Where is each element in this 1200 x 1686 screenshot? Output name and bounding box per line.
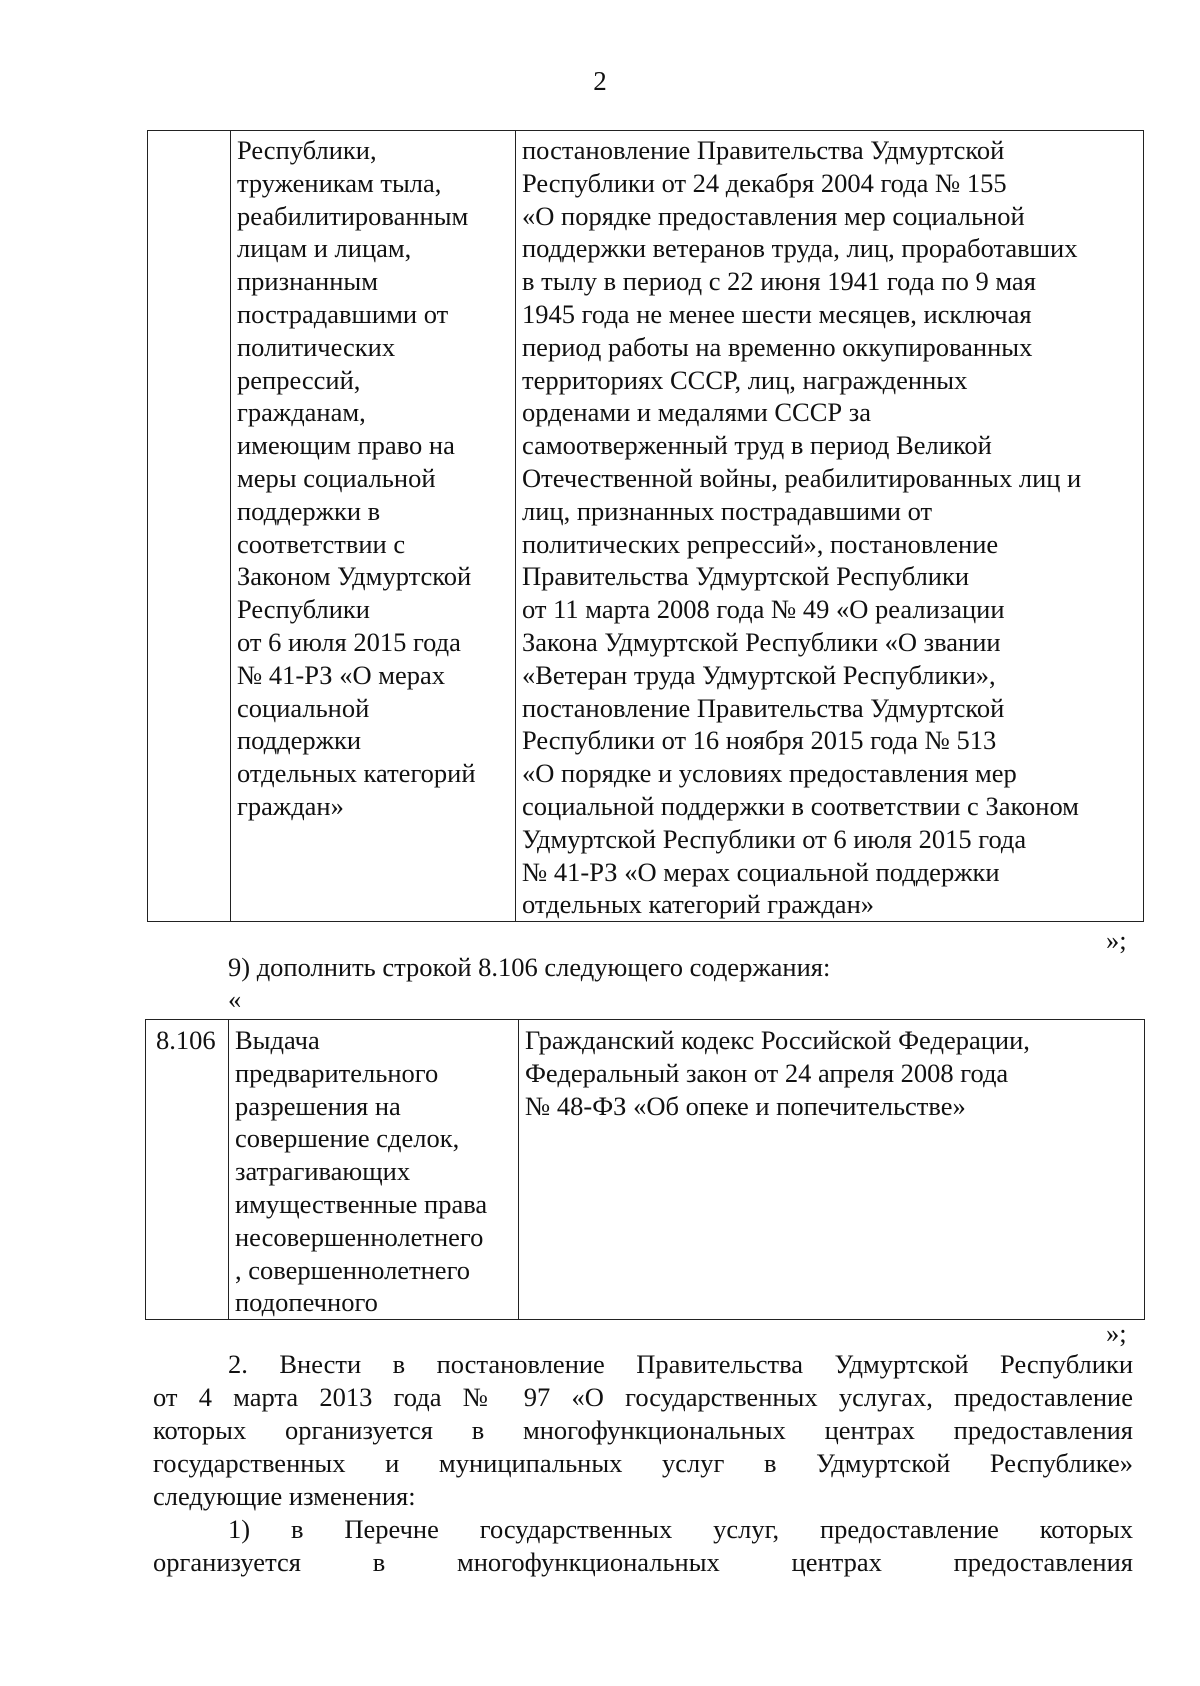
cell-text-line: политических репрессий», постановление (522, 528, 999, 559)
cell-text-line: постановление Правительства Удмуртской (522, 692, 1005, 723)
cell-text-line: Отечественной войны, реабилитированных лиц и (522, 462, 1082, 493)
paragraph-2-line: следующие изменения: (153, 1481, 416, 1511)
closing-quote: »; (1106, 1318, 1127, 1348)
cell-text-line: в тылу в период с 22 июня 1941 года по 9 мая (522, 266, 1036, 297)
cell-text-line: меры социальной (237, 462, 436, 493)
cell-text-line: отдельных категорий граждан» (522, 889, 875, 920)
service-name-cell (231, 131, 516, 922)
paragraph-2-line: которых организуется в многофункциональных центрах предоставления (153, 1415, 1133, 1445)
cell-text-line: Республики от 24 декабря 2004 года № 155 (522, 167, 1007, 198)
row-number-cell (148, 131, 231, 922)
cell-text-line: репрессий, (237, 364, 361, 395)
paragraph-2-line: от 4 марта 2013 года № 97 «О государственных услугах, предоставление (153, 1382, 1133, 1412)
cell-text-line: Правительства Удмуртской Республики (522, 561, 970, 592)
cell-text-line: гражданам, (237, 397, 366, 428)
closing-quote: »; (1106, 925, 1127, 955)
cell-text-line: затрагивающих (235, 1156, 411, 1187)
legal-basis-cell (516, 131, 1144, 922)
service-name-cell (229, 1020, 519, 1320)
cell-text-line: социальной поддержки в соответствии с Законом (522, 790, 1079, 821)
row-number-cell: 8.106 (146, 1020, 229, 1320)
cell-text-line: Гражданский кодекс Российской Федерации, (525, 1025, 1030, 1055)
cell-text-line: пострадавшими от (237, 298, 449, 329)
cell-text-line: Республики, (237, 135, 377, 165)
cell-text-line: труженикам тыла, (237, 167, 442, 198)
cell-text-line: поддержки в (237, 495, 381, 526)
cell-text-line: № 41-РЗ «О мерах социальной поддержки (522, 856, 1000, 887)
paragraph-2-line: государственных и муниципальных услуг в Удмуртской Республике» (153, 1448, 1133, 1478)
cell-text-line: постановление Правительства Удмуртской (522, 135, 1005, 165)
cell-text-line: 1945 года не менее шести месяцев, исключая (522, 298, 1032, 329)
cell-text-line: поддержки (237, 725, 362, 756)
cell-text-line: № 41-РЗ «О мерах (237, 659, 446, 690)
cell-text-line: имущественные права (235, 1188, 488, 1219)
cell-text-line: реабилитированным (237, 200, 469, 231)
cell-text-line: подопечного (235, 1287, 378, 1318)
cell-text-line: «О порядке предоставления мер социальной (522, 200, 1025, 231)
cell-text-line: лицам и лицам, (237, 233, 412, 264)
cell-text-line: Закона Удмуртской Республики «О звании (522, 626, 1001, 657)
cell-text-line: Республики (237, 594, 370, 625)
cell-text-line: признанным (237, 266, 378, 297)
cell-text-line: несовершеннолетнего (235, 1221, 484, 1252)
cell-text-line: орденами и медалями СССР за (522, 397, 871, 428)
cell-text-line: лиц, признанных пострадавшими от (522, 495, 933, 526)
cell-text-line: Законом Удмуртской (237, 561, 472, 592)
cell-text-line: , совершеннолетнего (235, 1254, 471, 1285)
cell-text-line: соответствии с (237, 528, 406, 559)
cell-text-line: Федеральный закон от 24 апреля 2008 года (525, 1057, 1009, 1088)
cell-text-line: «Ветеран труда Удмуртской Республики», (522, 659, 996, 690)
cell-text-line: «О порядке и условиях предоставления мер (522, 758, 1017, 789)
cell-text-line: самоотверженный труд в период Великой (522, 430, 992, 461)
cell-text-line: период работы на временно оккупированных (522, 331, 1033, 362)
cell-text-line: Выдача (235, 1025, 320, 1055)
cell-text-line: территориях СССР, лиц, награжденных (522, 364, 968, 395)
cell-text-line: Республики от 16 ноября 2015 года № 513 (522, 725, 997, 756)
cell-text-line: совершение сделок, (235, 1123, 460, 1154)
cell-text-line: от 11 марта 2008 года № 49 «О реализации (522, 594, 1005, 625)
paragraph-2-line: 2. Внести в постановление Правительства Удмуртской Республики (228, 1349, 1133, 1379)
cell-text-line: № 48-ФЗ «Об опеке и попечительстве» (525, 1090, 966, 1121)
legal-basis-cell (519, 1020, 1145, 1320)
cell-text-line: от 6 июля 2015 года (237, 626, 461, 657)
cell-text-line: предварительного (235, 1057, 439, 1088)
item-1-line: 1) в Перечне государственных услуг, предоставление которых (228, 1514, 1133, 1544)
item-9-text: 9) дополнить строкой 8.106 следующего содержания: (228, 952, 831, 982)
cell-text-line: имеющим право на (237, 430, 455, 461)
cell-text-line: разрешения на (235, 1090, 401, 1121)
table-row-continuation (147, 130, 1144, 922)
cell-text-line: поддержки ветеранов труда, лиц, проработавших (522, 233, 1078, 264)
page-number: 2 (593, 66, 607, 96)
opening-quote: « (228, 984, 242, 1014)
cell-text-line: политических (237, 331, 396, 362)
cell-text-line: Удмуртской Республики от 6 июля 2015 года (522, 823, 1027, 854)
item-1-line: организуется в многофункциональных центрах предоставления (153, 1547, 1133, 1577)
table-row-8106 (145, 1019, 1145, 1320)
cell-text-line: граждан» (237, 790, 344, 821)
cell-text-line: отдельных категорий (237, 758, 476, 789)
cell-text-line: социальной (237, 692, 370, 723)
